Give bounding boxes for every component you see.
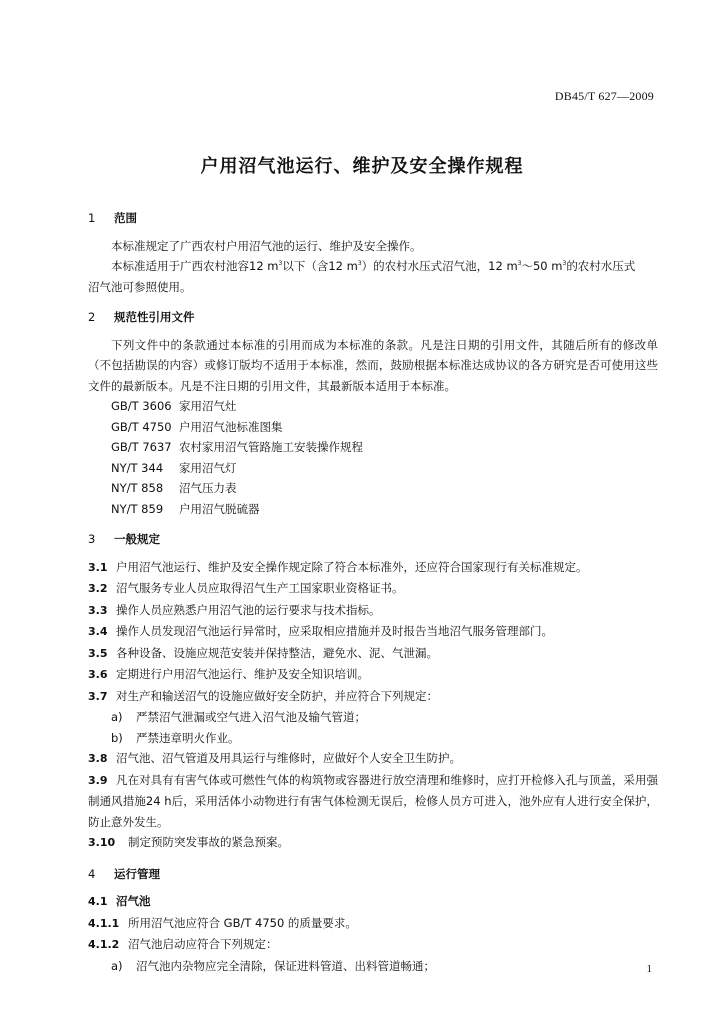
list-item: a) 沼气池内杂物应完全清除，保证进料管道、出料管道畅通； (111, 958, 435, 973)
section-1-heading (88, 208, 658, 229)
clause: 3.7 对生产和输送沼气的设施应做好安全防护，并应符合下列规定： (88, 688, 438, 703)
reference-item: GB/T 7637 农村家用沼气管路施工安装操作规程 (111, 440, 363, 454)
reference-item: GB/T 3606 家用沼气灶 (111, 399, 237, 413)
section-2-heading (88, 307, 658, 328)
reference-item: GB/T 4750 户用沼气池标准图集 (111, 419, 283, 434)
section-title: 运行管理 (114, 866, 160, 881)
clause: 3.9 凡在对具有有害气体或可燃性气体的构筑物或容器进行放空清理和维修时，应打开检修入孔与顶盖，采用强制通风措施24 h后，采用活体小动物进行有害气体检测无误后，检修人员方可进入，池外应有人进行安全保护，防止意外发生。 (88, 772, 658, 829)
standard-code: DB45/T 627—2009 (554, 89, 654, 103)
clause: 4.1.2 沼气池启动应符合下列规定： (88, 937, 278, 951)
clause: 3.3 操作人员应熟悉户用沼气池的运行要求与技术指标。 (88, 602, 381, 617)
clause: 3.5 各种设备、设施应规范安装并保持整洁，避免水、泥、气泄漏。 (88, 645, 438, 660)
reference-item: NY/T 344 家用沼气灯 (111, 460, 237, 475)
page-number: 1 (646, 963, 652, 975)
section-number: 2 (88, 310, 96, 324)
paragraph-continuation: 沼气池可参照使用。 (88, 279, 192, 294)
section-number: 1 (88, 211, 96, 225)
reference-item: NY/T 859 户用沼气脱硫器 (111, 501, 260, 516)
document-title: 户用沼气池运行、维护及安全操作规程 (200, 156, 524, 177)
list-item: a) 严禁沼气泄漏或空气进入沼气池及输气管道； (111, 710, 366, 724)
clause: 4.1.1 所用沼气池应符合 GB/T 4750 的质量要求。 (88, 915, 357, 930)
section-title: 一般规定 (114, 532, 160, 546)
clause: 3.6 定期进行户用沼气池运行、维护及安全知识培训。 (88, 667, 369, 681)
subsection-heading: 4.1 沼气池 (88, 894, 151, 908)
clause: 3.1 户用沼气池运行、维护及安全操作规定除了符合本标准外，还应符合国家现行有关标准规定。 (88, 559, 588, 574)
clause: 3.2 沼气服务专业人员应取得沼气生产工国家职业资格证书。 (88, 581, 404, 595)
document-body (88, 208, 658, 976)
section-title: 规范性引用文件 (114, 310, 195, 324)
reference-item: NY/T 858 沼气压力表 (111, 481, 237, 495)
section-3-heading (88, 529, 658, 550)
paragraph: 本标准规定了广西农村户用沼气池的运行、维护及安全操作。 (111, 238, 422, 253)
clause: 3.8 沼气池、沼气管道及用具运行与维修时，应做好个人安全卫生防护。 (88, 751, 461, 765)
section-number: 3 (88, 532, 96, 546)
clause: 3.4 操作人员发现沼气池运行异常时，应采取相应措施并及时报告当地沼气服务管理部门。 (88, 624, 553, 638)
list-item: b) 严禁违章明火作业。 (111, 730, 240, 745)
paragraph: 下列文件中的条款通过本标准的引用而成为本标准的条款。凡是注日期的引用文件，其随后所有的修改单（不包括勘误的内容）或修订版均不适用于本标准，然而，鼓励根据本标准达成协议的各方研究是否可使用这些文件的最新版本。凡是不注日期的引用文件，其最新版本适用于本标准。 (88, 337, 658, 393)
paragraph: 本标准适用于广西农村池容12 $m^3$以下（含12 $m^3$）的农村水压式沼气池，12 $m^3\sim 50$ $m^3$的农村水压式 (111, 259, 636, 273)
section-title: 范围 (114, 211, 137, 225)
section-4-heading (88, 864, 658, 885)
section-number: 4 (88, 866, 96, 881)
clause: 3.10 制定预防突发事故的紧急预案。 (88, 835, 289, 849)
